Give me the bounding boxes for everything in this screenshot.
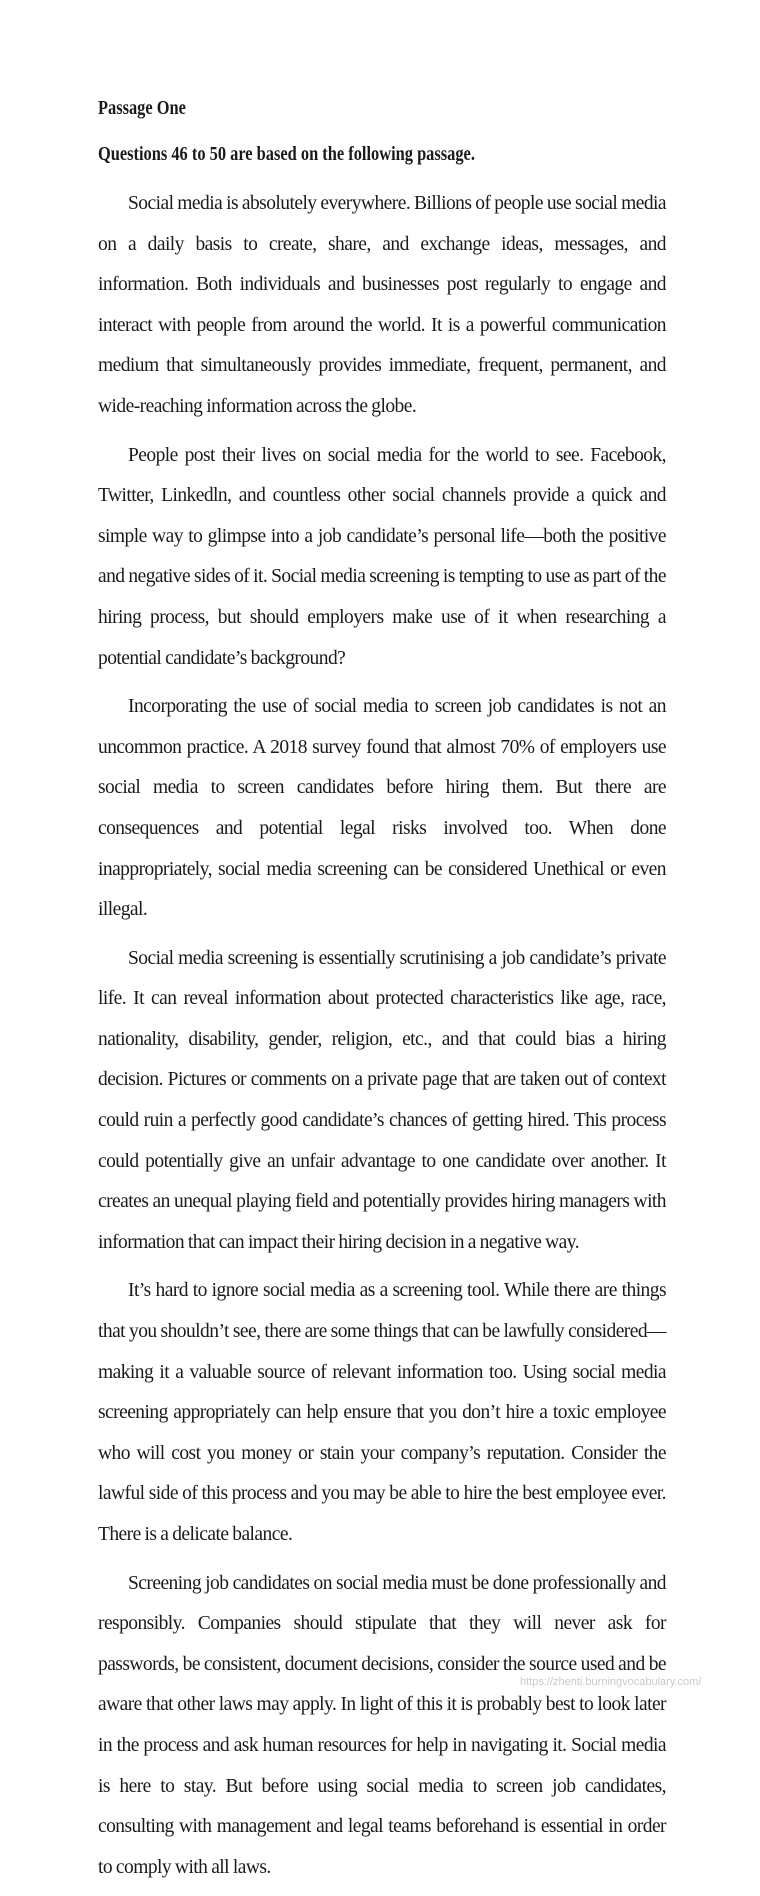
passage-heading: Passage One (98, 97, 186, 119)
paragraph-1: Social media is absolutely everywhere. Billions of people use social media on a daily basis to create, share, and exchange ideas, messages, and information. Both individuals and businesses post regularly to engage and interact with people from around the world. It is a powerful communication medium that simultaneously provides immediate, frequent, permanent, and wide-reaching information across the globe. (98, 193, 666, 417)
passage-document (98, 88, 666, 1896)
paragraph-5: It’s hard to ignore social media as a screening tool. While there are things that you shouldn’t see, there are some things that can be lawfully considered—making it a valuable source of relevant information too. Using social media screening appropriately can help ensure that you don’t hire a toxic employee who will cost you money or stain your company’s reputation. Consider the lawful side of this process and you may be able to hire the best employee ever. There is a delicate balance. (98, 1280, 666, 1545)
question-instruction: Questions 46 to 50 are based on the following passage. (98, 143, 475, 165)
paragraph-6: Screening job candidates on social media must be done professionally and responsibly. Companies should stipulate that they will never ask for passwords, be consistent, document decisions, consider the source used and be aware that other laws may apply. In light of this it is probably best to look later in the process and ask human resources for help in navigating it. Social media is here to stay. But before using social media to screen job candidates, consulting with management and legal teams beforehand is essential in order to comply with all laws. (98, 1572, 666, 1878)
paragraph-4: Social media screening is essentially scrutinising a job candidate’s private life. It can reveal information about protected characteristics like age, race, nationality, disability, gender, religion, etc., and that could bias a hiring decision. Pictures or comments on a private page that are taken out of context could ruin a perfectly good candidate’s chances of getting hired. This process could potentially give an unfair advantage to one candidate over another. It creates an unequal playing field and potentially provides hiring managers with information that can impact their hiring decision in a negative way. (98, 947, 666, 1253)
paragraph-3: Incorporating the use of social media to screen job candidates is not an uncommon practice. A 2018 survey found that almost 70% of employers use social media to screen candidates before hiring them. But there are consequences and potential legal risks involved too. When done inappropriately, social media screening can be considered Unethical or even illegal. (98, 696, 666, 921)
source-watermark: https://zhenti.burningvocabulary.com/ (520, 1676, 702, 1688)
paragraph-2: People post their lives on social media for the world to see. Facebook, Twitter, Linkedln, and countless other social channels provide a quick and simple way to glimpse into a job candidate’s personal life—both the positive and negative sides of it. Social media screening is tempting to use as part of the hiring process, but should employers make use of it when researching a potential candidate’s background? (98, 444, 666, 669)
